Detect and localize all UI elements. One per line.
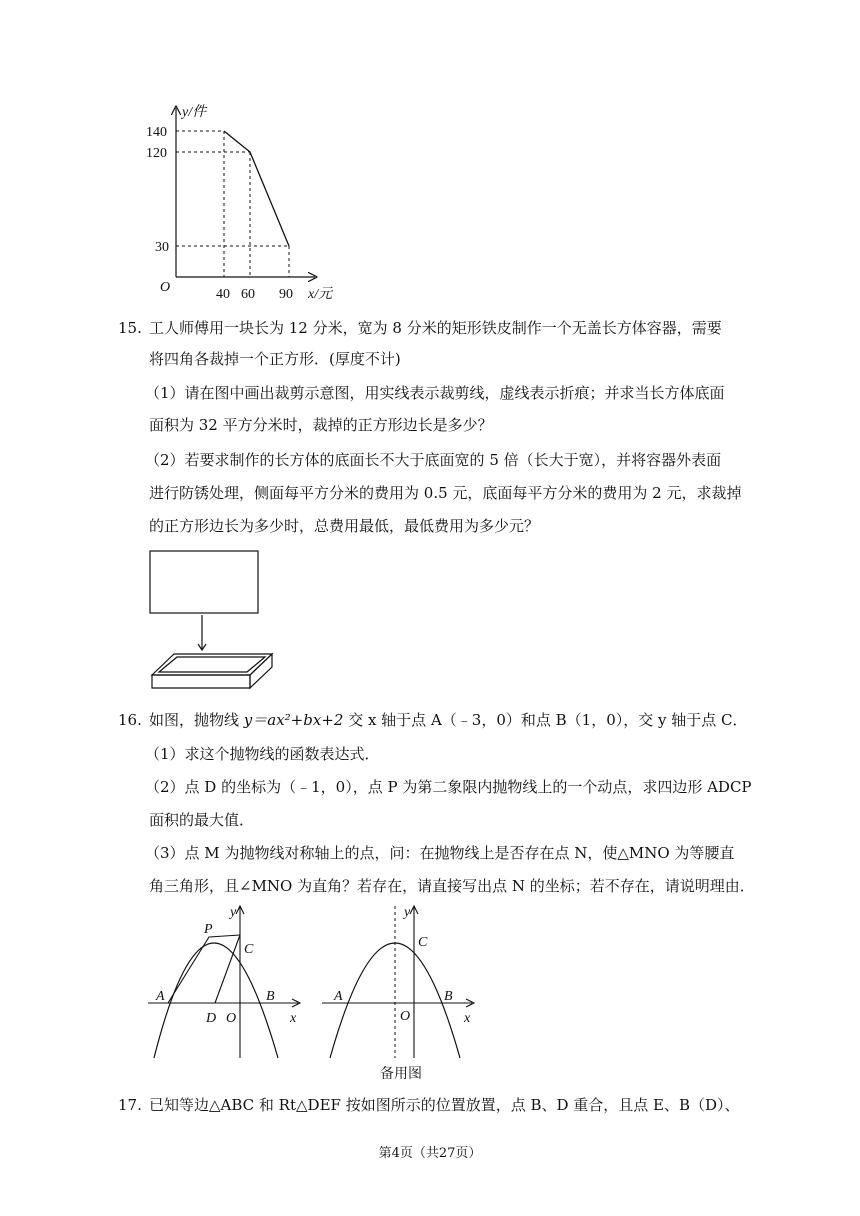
q16-part3-line2: 角三角形，且∠MNO 为直角？若存在，请直接写出点 N 的坐标；若不存在，请说明理由．	[149, 877, 755, 895]
label-y: y	[230, 905, 237, 920]
open-box-drawing	[152, 654, 272, 688]
origin-label: O	[160, 280, 171, 295]
q15-part2-line3: 的正方形边长为多少时，总费用最低，最低费用为多少元？	[149, 517, 540, 535]
label-D: D	[206, 1011, 217, 1026]
q15-part2-line2: 进行防锈处理，侧面每平方分米的费用为 0.5 元，底面每平方分米的费用为 2 元，求裁掉	[149, 484, 742, 502]
q16-part3-line1: （3）点 M 为抛物线对称轴上的点，问：在抛物线上是否存在点 N，使△MNO 为等腰直	[145, 844, 735, 862]
parabola-figure-main	[148, 900, 308, 1060]
q16-intro: 如图，抛物线	[149, 711, 244, 729]
label-A: A	[156, 989, 165, 1004]
y-tick-label: 140	[146, 125, 167, 140]
label-C: C	[418, 935, 428, 950]
page-footer: 第4页（共27页）	[378, 1146, 482, 1161]
label-B: B	[266, 989, 275, 1004]
label-C: C	[244, 942, 254, 957]
q16-part1: （1）求这个抛物线的函数表达式．	[145, 745, 380, 763]
q17-number: 17.	[118, 1096, 142, 1114]
q16-part2-line1: （2）点 D 的坐标为（﹣1，0），点 P 为第二象限内抛物线上的一个动点，求四边形 ADCP	[145, 778, 752, 796]
q15-text-line2: 将四角各裁掉一个正方形．(厚度不计)	[149, 350, 401, 368]
parabola-figure-backup	[322, 900, 482, 1085]
label-x: x	[290, 1011, 297, 1026]
x-tick-label: 60	[241, 287, 255, 302]
y-axis-label: y/件	[182, 105, 207, 120]
q15-part1-line1: （1）请在图中画出裁剪示意图，用实线表示裁剪线，虚线表示折痕；并求当长方体底面	[145, 384, 725, 402]
x-axis-label: x/元	[308, 287, 333, 302]
y-tick-label: 30	[155, 240, 169, 255]
backup-figure-caption: 备用图	[380, 1067, 422, 1082]
q15-part2-line1: （2）若要求制作的长方体的底面长不大于底面宽的 5 倍（长大于宽），并将容器外表面	[145, 451, 722, 469]
label-O: O	[400, 1009, 411, 1024]
q17-text-line1: 已知等边△ABC 和 Rt△DEF 按如图所示的位置放置，点 B、D 重合，且点 E、B（D）、	[149, 1096, 740, 1114]
label-A: A	[334, 989, 343, 1004]
q16-text-line1	[149, 710, 748, 730]
q15-number: 15.	[118, 319, 142, 337]
q15-part1-line2: 面积为 32 平方分米时，裁掉的正方形边长是多少？	[149, 416, 493, 434]
sheet-to-box-figure	[148, 548, 278, 693]
label-O: O	[226, 1011, 237, 1026]
q16-number: 16.	[118, 711, 142, 729]
q16-equation: y＝ax²+bx+2	[243, 711, 344, 729]
q16-intro-rest: 交 x 轴于点 A（﹣3，0）和点 B（1，0），交 y 轴于点 C．	[343, 711, 748, 729]
label-x: x	[464, 1011, 471, 1026]
price-quantity-graph	[146, 100, 350, 305]
label-P: P	[204, 922, 213, 937]
q16-part2-line2: 面积的最大值．	[149, 811, 255, 829]
q15-text-line1: 工人师傅用一块长为 12 分米，宽为 8 分米的矩形铁皮制作一个无盖长方体容器，需要	[149, 319, 722, 337]
x-tick-label: 40	[216, 287, 230, 302]
label-y: y	[404, 905, 411, 920]
y-tick-label: 120	[146, 146, 167, 161]
iron-sheet-rectangle	[150, 551, 258, 613]
label-B: B	[444, 989, 453, 1004]
x-tick-label: 90	[279, 287, 293, 302]
